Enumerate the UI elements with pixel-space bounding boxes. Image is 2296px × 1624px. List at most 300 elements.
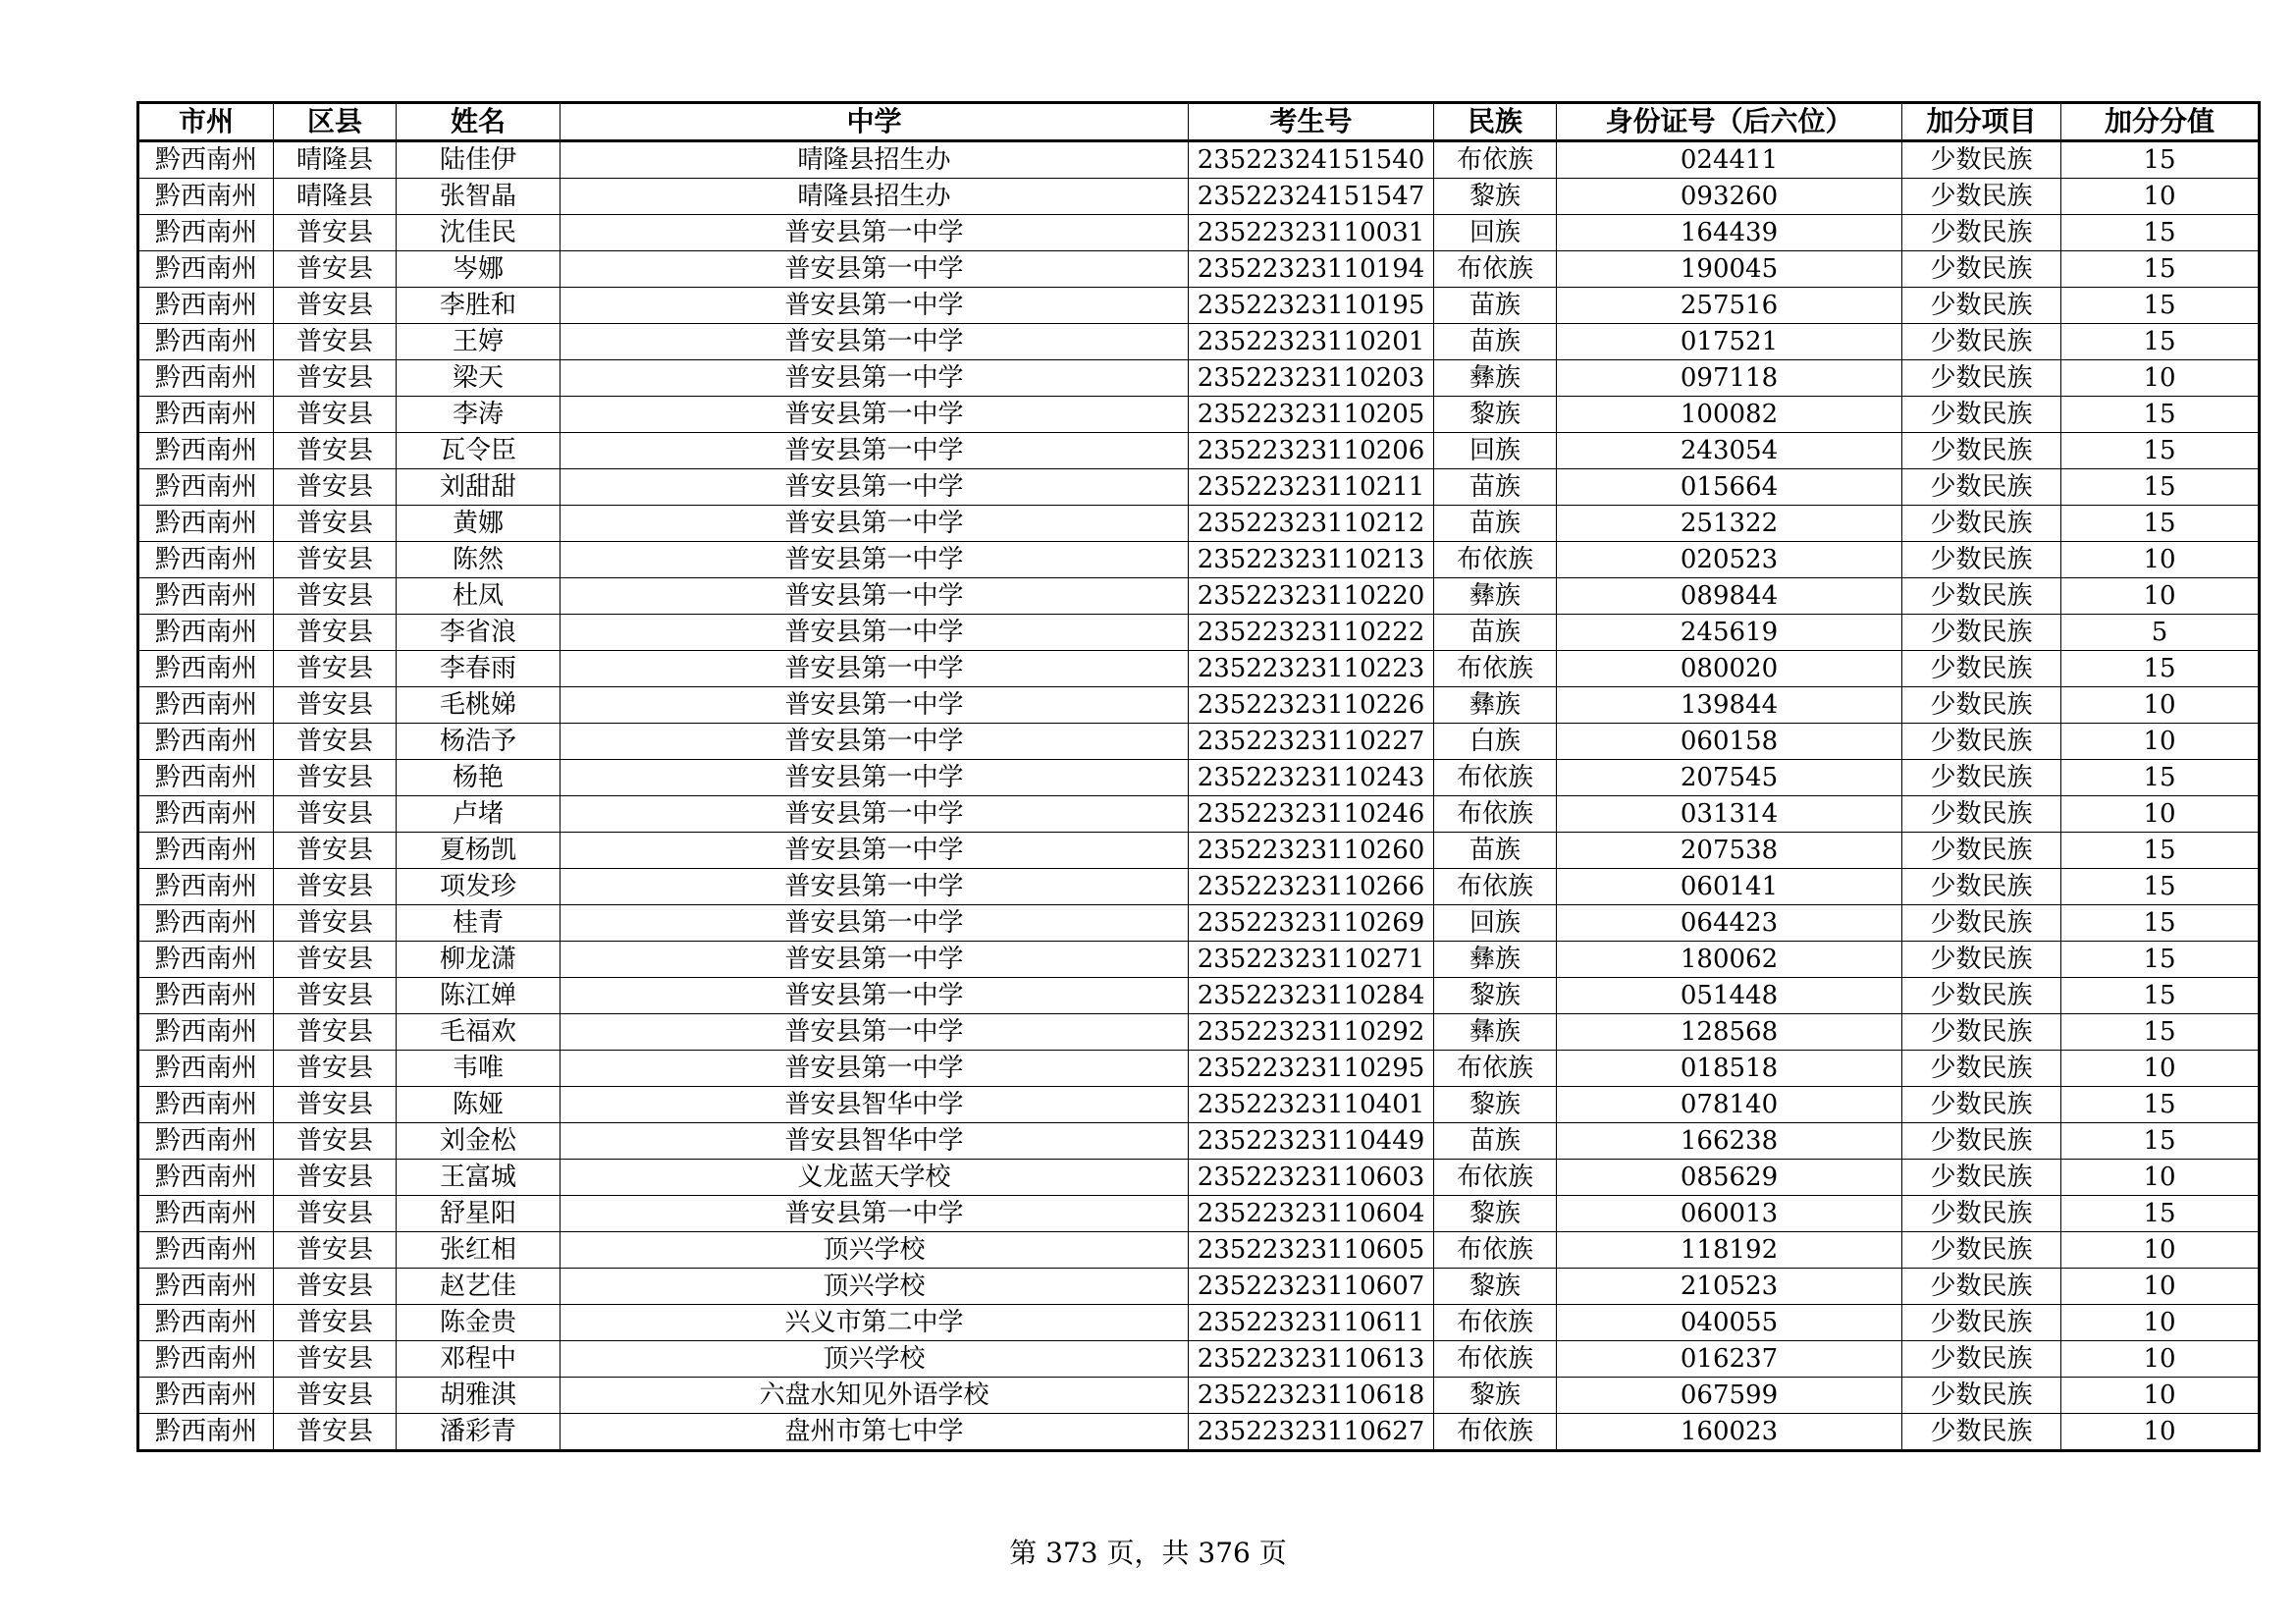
header-row [138, 103, 2260, 141]
bonus-item-cell: 少数民族 [1902, 651, 2061, 687]
ethnicity-cell: 布依族 [1434, 1051, 1557, 1087]
bonus-value-cell: 15 [2061, 215, 2260, 251]
id-suffix-cell: 067599 [1557, 1378, 1902, 1414]
exam-id-cell: 23522323110269 [1189, 905, 1434, 942]
county-cell: 普安县 [274, 251, 397, 288]
ethnicity-cell: 白族 [1434, 724, 1557, 760]
bonus-item-cell: 少数民族 [1902, 1087, 2061, 1123]
id-suffix-cell: 160023 [1557, 1414, 1902, 1451]
bonus-item-cell: 少数民族 [1902, 1160, 2061, 1196]
exam-id-cell: 23522323110201 [1189, 324, 1434, 360]
table-row [138, 615, 2260, 651]
exam-id-cell: 23522323110607 [1189, 1269, 1434, 1305]
table-row [138, 433, 2260, 469]
city-cell: 黔西南州 [138, 615, 274, 651]
id-suffix-cell: 051448 [1557, 978, 1902, 1014]
name-column-header: 姓名 [397, 103, 561, 141]
ethnicity-cell: 黎族 [1434, 1087, 1557, 1123]
bonus-value-cell: 15 [2061, 324, 2260, 360]
bonus-value-column-header: 加分分值 [2061, 103, 2260, 141]
table-header [138, 103, 2260, 141]
bonus-value-cell: 15 [2061, 1196, 2260, 1232]
bonus-item-cell: 少数民族 [1902, 1232, 2061, 1269]
exam-id-cell: 23522323110449 [1189, 1123, 1434, 1160]
exam-id-cell: 23522323110605 [1189, 1232, 1434, 1269]
table-row [138, 506, 2260, 542]
bonus-value-cell: 15 [2061, 1087, 2260, 1123]
name-cell: 陆佳伊 [397, 141, 561, 179]
school-cell: 顶兴学校 [561, 1269, 1189, 1305]
city-cell: 黔西南州 [138, 141, 274, 179]
county-cell: 普安县 [274, 578, 397, 615]
table-row [138, 905, 2260, 942]
bonus-value-cell: 10 [2061, 179, 2260, 215]
city-cell: 黔西南州 [138, 1123, 274, 1160]
table-row [138, 1232, 2260, 1269]
exam-id-cell: 23522323110260 [1189, 833, 1434, 869]
ethnicity-cell: 布依族 [1434, 869, 1557, 905]
school-cell: 普安县智华中学 [561, 1123, 1189, 1160]
id-suffix-cell: 166238 [1557, 1123, 1902, 1160]
ethnicity-cell: 回族 [1434, 905, 1557, 942]
exam-id-cell: 23522323110618 [1189, 1378, 1434, 1414]
city-cell: 黔西南州 [138, 1341, 274, 1378]
ethnicity-cell: 布依族 [1434, 1305, 1557, 1341]
bonus-item-cell: 少数民族 [1902, 796, 2061, 833]
table-row [138, 1087, 2260, 1123]
exam-id-cell: 23522323110243 [1189, 760, 1434, 796]
bonus-item-cell: 少数民族 [1902, 687, 2061, 724]
ethnicity-cell: 布依族 [1434, 251, 1557, 288]
id-suffix-cell: 020523 [1557, 542, 1902, 578]
school-cell: 顶兴学校 [561, 1341, 1189, 1378]
city-cell: 黔西南州 [138, 869, 274, 905]
city-cell: 黔西南州 [138, 360, 274, 397]
city-cell: 黔西南州 [138, 724, 274, 760]
ethnicity-cell: 布依族 [1434, 1232, 1557, 1269]
exam-id-cell: 23522324151540 [1189, 141, 1434, 179]
county-cell: 普安县 [274, 1087, 397, 1123]
bonus-value-cell: 15 [2061, 397, 2260, 433]
school-cell: 普安县第一中学 [561, 1051, 1189, 1087]
bonus-value-cell: 5 [2061, 615, 2260, 651]
name-cell: 陈娅 [397, 1087, 561, 1123]
bonus-value-cell: 15 [2061, 651, 2260, 687]
city-cell: 黔西南州 [138, 1014, 274, 1051]
bonus-value-cell: 15 [2061, 433, 2260, 469]
school-cell: 普安县第一中学 [561, 542, 1189, 578]
name-cell: 杜凤 [397, 578, 561, 615]
city-cell: 黔西南州 [138, 215, 274, 251]
school-cell: 普安县第一中学 [561, 397, 1189, 433]
ethnicity-cell: 布依族 [1434, 651, 1557, 687]
exam-id-cell: 23522323110295 [1189, 1051, 1434, 1087]
name-cell: 王婷 [397, 324, 561, 360]
name-cell: 沈佳民 [397, 215, 561, 251]
exam-id-cell: 23522323110195 [1189, 288, 1434, 324]
name-cell: 刘金松 [397, 1123, 561, 1160]
table-row [138, 397, 2260, 433]
id-suffix-cell: 017521 [1557, 324, 1902, 360]
name-cell: 黄娜 [397, 506, 561, 542]
table-row [138, 724, 2260, 760]
county-cell: 普安县 [274, 615, 397, 651]
county-cell: 普安县 [274, 796, 397, 833]
bonus-item-cell: 少数民族 [1902, 942, 2061, 978]
table-row [138, 469, 2260, 506]
name-cell: 毛福欢 [397, 1014, 561, 1051]
school-cell: 盘州市第七中学 [561, 1414, 1189, 1451]
id-suffix-cell: 118192 [1557, 1232, 1902, 1269]
county-cell: 普安县 [274, 360, 397, 397]
exam-id-cell: 23522323110627 [1189, 1414, 1434, 1451]
name-cell: 李涛 [397, 397, 561, 433]
bonus-item-column-header: 加分项目 [1902, 103, 2061, 141]
city-cell: 黔西南州 [138, 833, 274, 869]
school-cell: 普安县第一中学 [561, 433, 1189, 469]
bonus-value-cell: 15 [2061, 506, 2260, 542]
exam-id-cell: 23522323110222 [1189, 615, 1434, 651]
id-suffix-cell: 093260 [1557, 179, 1902, 215]
table-row [138, 1051, 2260, 1087]
ethnicity-cell: 彝族 [1434, 687, 1557, 724]
id-suffix-cell: 031314 [1557, 796, 1902, 833]
id-suffix-cell: 060141 [1557, 869, 1902, 905]
bonus-item-cell: 少数民族 [1902, 869, 2061, 905]
table-row [138, 1160, 2260, 1196]
exam-id-cell: 23522323110031 [1189, 215, 1434, 251]
city-cell: 黔西南州 [138, 1087, 274, 1123]
table-row [138, 1378, 2260, 1414]
exam-id-cell: 23522323110246 [1189, 796, 1434, 833]
page-footer: 第 373 页，共 376 页 [1009, 1537, 1287, 1569]
city-column-header: 市州 [138, 103, 274, 141]
bonus-value-cell: 10 [2061, 796, 2260, 833]
school-cell: 晴隆县招生办 [561, 179, 1189, 215]
name-cell: 韦唯 [397, 1051, 561, 1087]
id-suffix-cell: 024411 [1557, 141, 1902, 179]
name-cell: 张红相 [397, 1232, 561, 1269]
city-cell: 黔西南州 [138, 651, 274, 687]
exam-id-cell: 23522323110226 [1189, 687, 1434, 724]
table-row [138, 833, 2260, 869]
school-cell: 普安县第一中学 [561, 942, 1189, 978]
ethnicity-cell: 彝族 [1434, 942, 1557, 978]
city-cell: 黔西南州 [138, 179, 274, 215]
ethnicity-cell: 布依族 [1434, 542, 1557, 578]
county-cell: 普安县 [274, 324, 397, 360]
table-body [138, 141, 2260, 1451]
name-cell: 桂青 [397, 905, 561, 942]
bonus-item-cell: 少数民族 [1902, 1414, 2061, 1451]
bonus-item-cell: 少数民族 [1902, 324, 2061, 360]
id-suffix-cell: 080020 [1557, 651, 1902, 687]
city-cell: 黔西南州 [138, 1305, 274, 1341]
school-cell: 普安县第一中学 [561, 215, 1189, 251]
bonus-item-cell: 少数民族 [1902, 179, 2061, 215]
school-cell: 晴隆县招生办 [561, 141, 1189, 179]
name-cell: 王富城 [397, 1160, 561, 1196]
ethnicity-column-header: 民族 [1434, 103, 1557, 141]
school-cell: 普安县第一中学 [561, 506, 1189, 542]
county-cell: 普安县 [274, 833, 397, 869]
city-cell: 黔西南州 [138, 942, 274, 978]
bonus-item-cell: 少数民族 [1902, 578, 2061, 615]
school-cell: 普安县第一中学 [561, 1014, 1189, 1051]
bonus-value-cell: 15 [2061, 251, 2260, 288]
school-cell: 普安县第一中学 [561, 651, 1189, 687]
ethnicity-cell: 布依族 [1434, 141, 1557, 179]
school-cell: 普安县第一中学 [561, 796, 1189, 833]
county-cell: 普安县 [274, 1196, 397, 1232]
name-cell: 陈江婵 [397, 978, 561, 1014]
ethnicity-cell: 黎族 [1434, 1196, 1557, 1232]
county-cell: 普安县 [274, 905, 397, 942]
exam-id-cell: 23522323110603 [1189, 1160, 1434, 1196]
school-cell: 普安县第一中学 [561, 1196, 1189, 1232]
ethnicity-cell: 黎族 [1434, 1378, 1557, 1414]
ethnicity-cell: 黎族 [1434, 397, 1557, 433]
id-suffix-cell: 207538 [1557, 833, 1902, 869]
exam-id-cell: 23522323110212 [1189, 506, 1434, 542]
exam-id-cell: 23522323110211 [1189, 469, 1434, 506]
ethnicity-cell: 布依族 [1434, 1341, 1557, 1378]
ethnicity-cell: 布依族 [1434, 760, 1557, 796]
county-cell: 普安县 [274, 215, 397, 251]
exam-id-column-header: 考生号 [1189, 103, 1434, 141]
city-cell: 黔西南州 [138, 397, 274, 433]
city-cell: 黔西南州 [138, 324, 274, 360]
bonus-value-cell: 10 [2061, 1341, 2260, 1378]
bonus-value-cell: 10 [2061, 1160, 2260, 1196]
city-cell: 黔西南州 [138, 1160, 274, 1196]
ethnicity-cell: 苗族 [1434, 324, 1557, 360]
school-cell: 普安县第一中学 [561, 687, 1189, 724]
bonus-item-cell: 少数民族 [1902, 1305, 2061, 1341]
exam-id-cell: 23522323110194 [1189, 251, 1434, 288]
table-row [138, 651, 2260, 687]
county-cell: 普安县 [274, 724, 397, 760]
table-row [138, 942, 2260, 978]
id-suffix-cell: 164439 [1557, 215, 1902, 251]
bonus-value-cell: 10 [2061, 578, 2260, 615]
id-suffix-cell: 243054 [1557, 433, 1902, 469]
county-cell: 普安县 [274, 1160, 397, 1196]
city-cell: 黔西南州 [138, 760, 274, 796]
table-row [138, 1414, 2260, 1451]
county-cell: 普安县 [274, 506, 397, 542]
exam-id-cell: 23522323110613 [1189, 1341, 1434, 1378]
name-cell: 陈然 [397, 542, 561, 578]
table-row [138, 760, 2260, 796]
bonus-value-cell: 10 [2061, 1051, 2260, 1087]
table-row [138, 1341, 2260, 1378]
ethnicity-cell: 布依族 [1434, 1160, 1557, 1196]
ethnicity-cell: 苗族 [1434, 288, 1557, 324]
bonus-item-cell: 少数民族 [1902, 1196, 2061, 1232]
ethnicity-cell: 回族 [1434, 433, 1557, 469]
bonus-value-cell: 10 [2061, 687, 2260, 724]
name-cell: 舒星阳 [397, 1196, 561, 1232]
id-suffix-cell: 089844 [1557, 578, 1902, 615]
school-cell: 顶兴学校 [561, 1232, 1189, 1269]
bonus-item-cell: 少数民族 [1902, 215, 2061, 251]
id-suffix-cell: 180062 [1557, 942, 1902, 978]
city-cell: 黔西南州 [138, 433, 274, 469]
school-cell: 六盘水知见外语学校 [561, 1378, 1189, 1414]
name-cell: 胡雅淇 [397, 1378, 561, 1414]
ethnicity-cell: 苗族 [1434, 833, 1557, 869]
school-cell: 普安县第一中学 [561, 615, 1189, 651]
table-row [138, 251, 2260, 288]
table-row [138, 179, 2260, 215]
bonus-value-cell: 10 [2061, 1414, 2260, 1451]
bonus-item-cell: 少数民族 [1902, 360, 2061, 397]
county-cell: 普安县 [274, 651, 397, 687]
ethnicity-cell: 黎族 [1434, 1269, 1557, 1305]
bonus-item-cell: 少数民族 [1902, 1123, 2061, 1160]
table-row [138, 578, 2260, 615]
name-cell: 岑娜 [397, 251, 561, 288]
school-cell: 普安县第一中学 [561, 251, 1189, 288]
id-suffix-cell: 207545 [1557, 760, 1902, 796]
ethnicity-cell: 苗族 [1434, 469, 1557, 506]
name-cell: 李省浪 [397, 615, 561, 651]
id-suffix-cell: 190045 [1557, 251, 1902, 288]
county-cell: 普安县 [274, 288, 397, 324]
city-cell: 黔西南州 [138, 251, 274, 288]
county-cell: 普安县 [274, 1051, 397, 1087]
exam-id-cell: 23522323110213 [1189, 542, 1434, 578]
exam-id-cell: 23522323110223 [1189, 651, 1434, 687]
id-suffix-cell: 016237 [1557, 1341, 1902, 1378]
bonus-item-cell: 少数民族 [1902, 978, 2061, 1014]
bonus-value-cell: 10 [2061, 724, 2260, 760]
bonus-item-cell: 少数民族 [1902, 833, 2061, 869]
name-cell: 毛桃娣 [397, 687, 561, 724]
bonus-value-cell: 10 [2061, 1232, 2260, 1269]
city-cell: 黔西南州 [138, 1414, 274, 1451]
county-cell: 普安县 [274, 1378, 397, 1414]
name-cell: 赵艺佳 [397, 1269, 561, 1305]
name-cell: 梁天 [397, 360, 561, 397]
name-cell: 李春雨 [397, 651, 561, 687]
id-suffix-cell: 139844 [1557, 687, 1902, 724]
exam-id-cell: 23522323110203 [1189, 360, 1434, 397]
name-cell: 项发珍 [397, 869, 561, 905]
county-cell: 普安县 [274, 687, 397, 724]
county-cell: 普安县 [274, 869, 397, 905]
id-suffix-cell: 128568 [1557, 1014, 1902, 1051]
ethnicity-cell: 布依族 [1434, 1414, 1557, 1451]
name-cell: 杨艳 [397, 760, 561, 796]
table-row [138, 796, 2260, 833]
id-suffix-cell: 064423 [1557, 905, 1902, 942]
bonus-value-cell: 15 [2061, 942, 2260, 978]
table-row [138, 978, 2260, 1014]
table-row [138, 687, 2260, 724]
ethnicity-cell: 回族 [1434, 215, 1557, 251]
table-row [138, 1123, 2260, 1160]
id-suffix-cell: 097118 [1557, 360, 1902, 397]
id-suffix-cell: 015664 [1557, 469, 1902, 506]
school-cell: 普安县第一中学 [561, 578, 1189, 615]
bonus-item-cell: 少数民族 [1902, 760, 2061, 796]
county-cell: 普安县 [274, 433, 397, 469]
bonus-value-cell: 15 [2061, 978, 2260, 1014]
table-row [138, 141, 2260, 179]
table-row [138, 542, 2260, 578]
county-cell: 普安县 [274, 1014, 397, 1051]
county-cell: 普安县 [274, 1232, 397, 1269]
bonus-value-cell: 10 [2061, 1269, 2260, 1305]
bonus-item-cell: 少数民族 [1902, 724, 2061, 760]
bonus-item-cell: 少数民族 [1902, 1341, 2061, 1378]
bonus-value-cell: 10 [2061, 1305, 2260, 1341]
city-cell: 黔西南州 [138, 1051, 274, 1087]
id-suffix-cell: 245619 [1557, 615, 1902, 651]
bonus-value-cell: 15 [2061, 1123, 2260, 1160]
bonus-value-cell: 15 [2061, 1014, 2260, 1051]
county-column-header: 区县 [274, 103, 397, 141]
school-cell: 普安县第一中学 [561, 978, 1189, 1014]
id-suffix-cell: 100082 [1557, 397, 1902, 433]
school-column-header: 中学 [561, 103, 1189, 141]
bonus-value-cell: 15 [2061, 869, 2260, 905]
table-row [138, 1269, 2260, 1305]
id-suffix-cell: 018518 [1557, 1051, 1902, 1087]
county-cell: 晴隆县 [274, 141, 397, 179]
bonus-item-cell: 少数民族 [1902, 397, 2061, 433]
ethnicity-cell: 黎族 [1434, 179, 1557, 215]
city-cell: 黔西南州 [138, 506, 274, 542]
bonus-item-cell: 少数民族 [1902, 506, 2061, 542]
city-cell: 黔西南州 [138, 978, 274, 1014]
county-cell: 普安县 [274, 1414, 397, 1451]
bonus-value-cell: 15 [2061, 833, 2260, 869]
city-cell: 黔西南州 [138, 288, 274, 324]
bonus-item-cell: 少数民族 [1902, 141, 2061, 179]
exam-id-cell: 23522323110271 [1189, 942, 1434, 978]
city-cell: 黔西南州 [138, 469, 274, 506]
ethnicity-cell: 苗族 [1434, 615, 1557, 651]
bonus-item-cell: 少数民族 [1902, 1269, 2061, 1305]
city-cell: 黔西南州 [138, 1232, 274, 1269]
ethnicity-cell: 彝族 [1434, 1014, 1557, 1051]
exam-id-cell: 23522323110284 [1189, 978, 1434, 1014]
bonus-item-cell: 少数民族 [1902, 433, 2061, 469]
name-cell: 李胜和 [397, 288, 561, 324]
county-cell: 普安县 [274, 1305, 397, 1341]
county-cell: 普安县 [274, 1341, 397, 1378]
id-suffix-column-header: 身份证号（后六位） [1557, 103, 1902, 141]
table-row [138, 869, 2260, 905]
table-row [138, 288, 2260, 324]
school-cell: 普安县智华中学 [561, 1087, 1189, 1123]
id-suffix-cell: 060013 [1557, 1196, 1902, 1232]
exam-id-cell: 23522323110205 [1189, 397, 1434, 433]
exam-id-cell: 23522323110206 [1189, 433, 1434, 469]
name-cell: 陈金贵 [397, 1305, 561, 1341]
bonus-value-cell: 15 [2061, 469, 2260, 506]
exam-id-cell: 23522324151547 [1189, 179, 1434, 215]
county-cell: 普安县 [274, 1123, 397, 1160]
bonus-item-cell: 少数民族 [1902, 542, 2061, 578]
table-row [138, 1305, 2260, 1341]
bonus-value-cell: 15 [2061, 141, 2260, 179]
bonus-item-cell: 少数民族 [1902, 469, 2061, 506]
ethnicity-cell: 苗族 [1434, 1123, 1557, 1160]
